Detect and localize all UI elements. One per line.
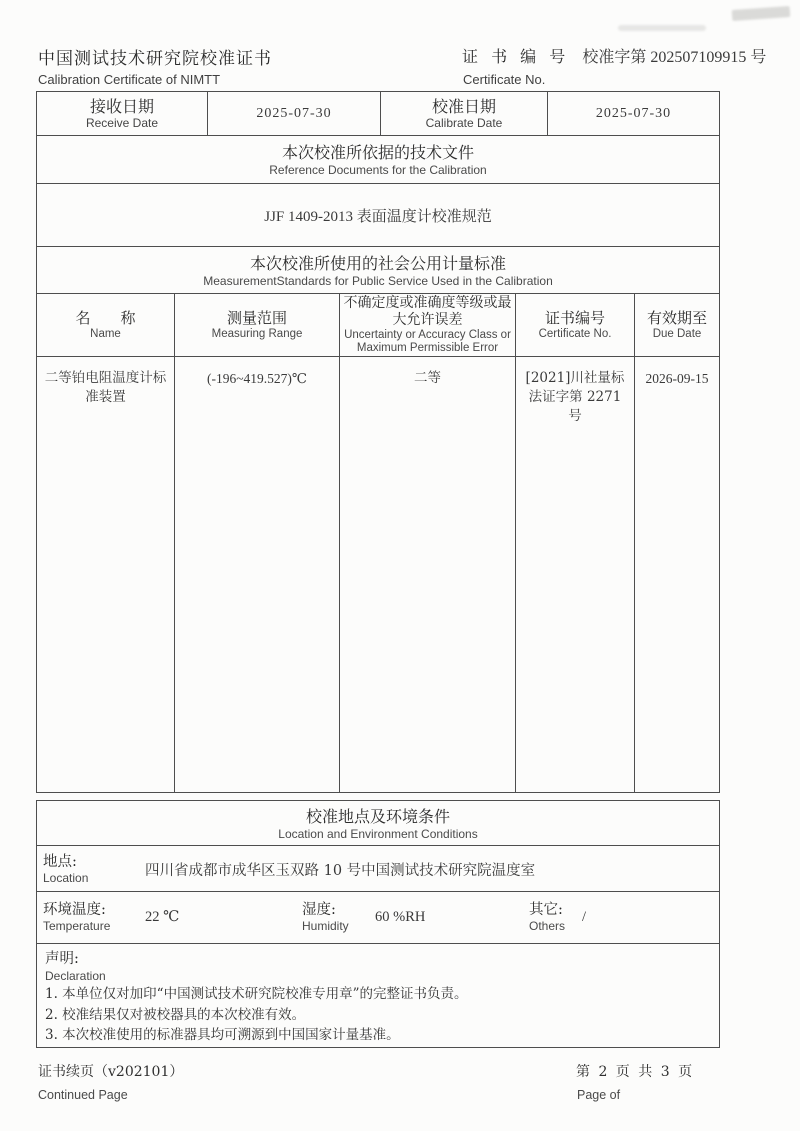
scan-artifact bbox=[732, 6, 791, 21]
location-environment-title-zh: 校准地点及环境条件 bbox=[305, 807, 450, 826]
standards-title-en: MeasurementStandards for Public Service Used in the Calibration bbox=[203, 274, 553, 288]
certificate-number-label-en: Certificate No. bbox=[463, 72, 546, 87]
dates-table bbox=[36, 91, 720, 136]
location-row bbox=[37, 846, 719, 892]
humidity-label-zh: 湿度: bbox=[302, 902, 336, 918]
temperature-label-zh: 环境温度: bbox=[43, 902, 106, 918]
calibrate-date-value-cell bbox=[548, 92, 719, 135]
footer-page-number-en: Page of bbox=[577, 1088, 621, 1102]
column-header-name bbox=[37, 294, 175, 356]
standards-table-body bbox=[36, 356, 720, 793]
temperature-value: 22 ℃ bbox=[145, 909, 180, 925]
column-header-duedate-en: Due Date bbox=[652, 327, 702, 340]
standards-table-header-row bbox=[36, 293, 720, 357]
column-header-range-en: Measuring Range bbox=[211, 327, 303, 340]
temperature-label-en: Temperature bbox=[43, 919, 111, 933]
others-value: / bbox=[582, 909, 587, 925]
others-label-zh: 其它: bbox=[529, 902, 563, 918]
declaration-title-zh: 声明: bbox=[45, 951, 79, 967]
others-label bbox=[529, 901, 565, 934]
column-header-certno-zh: 证书编号 bbox=[544, 308, 605, 327]
standards-title-zh: 本次校准所使用的社会公用计量标准 bbox=[249, 254, 506, 273]
column-header-name-en: Name bbox=[90, 327, 121, 340]
reference-document-entry: JJF 1409-2013 表面温度计校准规范 bbox=[264, 208, 492, 225]
standards-section-header bbox=[36, 246, 720, 294]
receive-date-label-zh: 接收日期 bbox=[89, 97, 154, 116]
others-label-en: Others bbox=[529, 919, 566, 933]
declaration-block bbox=[37, 944, 719, 1048]
receive-date-value: 2025-07-30 bbox=[256, 105, 332, 121]
certificate-number-value: 校准字第 202507109915 号 bbox=[582, 49, 767, 66]
humidity-label-en: Humidity bbox=[302, 919, 349, 933]
reference-documents-title-zh: 本次校准所依据的技术文件 bbox=[281, 143, 474, 162]
certificate-number-label: 证 书 编 号 bbox=[462, 47, 570, 66]
location-environment-header bbox=[37, 801, 719, 846]
column-header-certno bbox=[516, 294, 635, 356]
footer-continued-page-zh: 证书续页（v202101） bbox=[38, 1064, 184, 1080]
temperature-label bbox=[43, 901, 110, 934]
standard-duedate-cell: 2026-09-15 bbox=[645, 371, 709, 386]
footer-page-number-zh: 第 2 页 共 3 页 bbox=[576, 1064, 695, 1080]
column-header-duedate-zh: 有效期至 bbox=[646, 308, 707, 327]
receive-date-value-cell bbox=[208, 92, 381, 135]
declaration-item-2: 2. 校准结果仅对被校器具的本次校准有效。 bbox=[45, 1006, 306, 1023]
column-header-uncertainty-en: Uncertainty or Accuracy Class or Maximum Permissible Error bbox=[344, 328, 511, 354]
location-label bbox=[43, 853, 88, 886]
calibrate-date-value: 2025-07-30 bbox=[595, 105, 672, 121]
receive-date-label-cell bbox=[37, 92, 208, 135]
page-title-en: Calibration Certificate of NIMTT bbox=[38, 72, 221, 87]
scan-artifact bbox=[618, 25, 706, 31]
location-label-en: Location bbox=[43, 871, 89, 885]
reference-documents-title-en: Reference Documents for the Calibration bbox=[269, 163, 487, 177]
column-header-duedate bbox=[635, 294, 719, 356]
standards-section-title bbox=[37, 247, 719, 294]
location-value: 四川省成都市成华区玉双路 10 号中国测试技术研究院温度室 bbox=[145, 863, 536, 879]
column-header-range-zh: 测量范围 bbox=[226, 308, 287, 327]
location-label-zh: 地点: bbox=[43, 854, 77, 870]
standard-range-cell: (-196~419.527)℃ bbox=[175, 357, 340, 792]
standard-certno-cell: [2021]川社量标法证字第 2271 号 bbox=[516, 357, 635, 792]
standard-uncertainty-cell: 二等 bbox=[340, 357, 516, 792]
certificate-number bbox=[462, 44, 766, 67]
reference-documents-header bbox=[37, 136, 719, 184]
declaration-title-en: Declaration bbox=[45, 969, 106, 983]
location-environment-title-en: Location and Environment Conditions bbox=[278, 827, 478, 841]
environment-row bbox=[37, 892, 719, 944]
reference-documents-section bbox=[36, 135, 720, 247]
calibrate-date-label-cell bbox=[381, 92, 548, 135]
footer-continued-page-en: Continued Page bbox=[38, 1088, 128, 1102]
column-header-uncertainty bbox=[340, 294, 516, 356]
location-environment-section bbox=[36, 800, 720, 1048]
calibrate-date-label-zh: 校准日期 bbox=[431, 97, 496, 116]
column-header-name-zh: 名 称 bbox=[75, 308, 136, 327]
humidity-label bbox=[302, 901, 349, 934]
calibrate-date-label-en: Calibrate Date bbox=[425, 116, 503, 130]
declaration-item-3: 3. 本次校准使用的标准器具均可溯源到中国国家计量基准。 bbox=[45, 1027, 400, 1043]
humidity-value: 60 %RH bbox=[375, 909, 426, 925]
receive-date-label-en: Receive Date bbox=[85, 116, 159, 130]
column-header-uncertainty-zh: 不确定度或准确度等级或最大允许误差 bbox=[343, 294, 512, 328]
declaration-item-1: 1. 本单位仅对加印“中国测试技术研究院校准专用章”的完整证书负责。 bbox=[45, 986, 468, 1002]
page-title-zh: 中国测试技术研究院校准证书 bbox=[38, 49, 272, 69]
column-header-range bbox=[175, 294, 340, 356]
column-header-certno-en: Certificate No. bbox=[538, 327, 612, 340]
standard-name-cell: 二等铂电阻温度计标准装置 bbox=[37, 357, 175, 792]
